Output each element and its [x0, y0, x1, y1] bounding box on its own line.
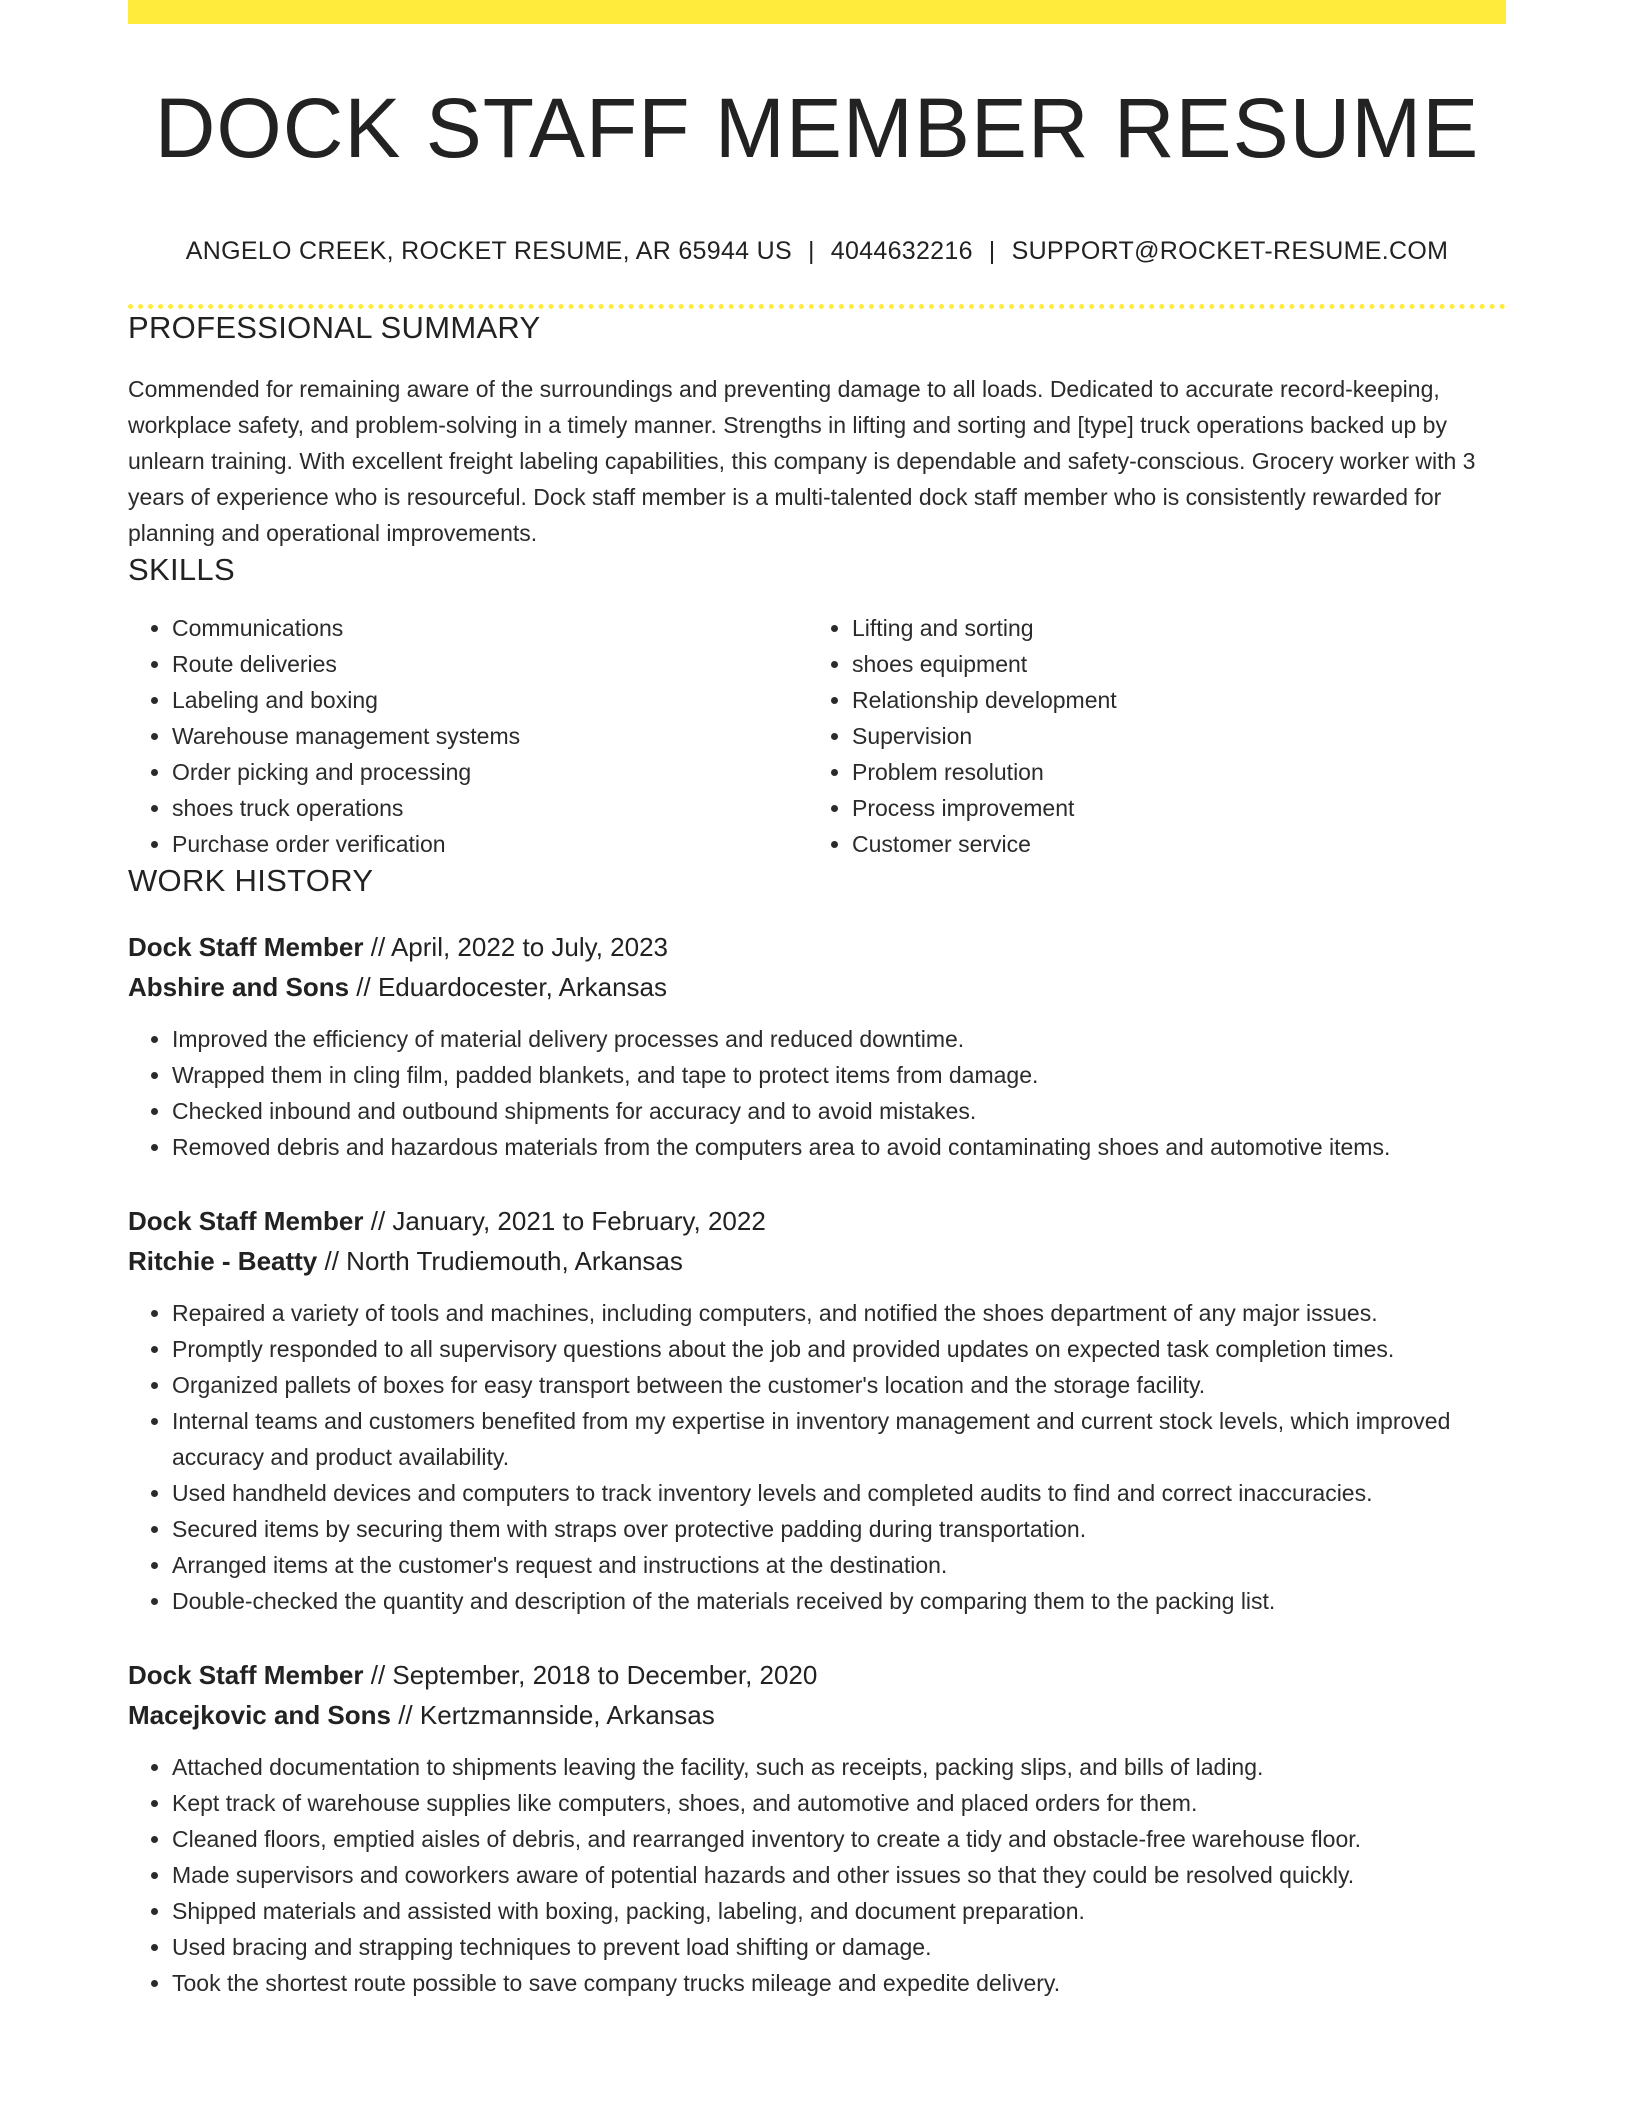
job-separator: // — [363, 1205, 393, 1236]
job-bullet: • Arranged items at the customer's request and instructions at the destination. — [172, 1547, 1506, 1583]
summary-text: Commended for remaining aware of the surroundings and preventing damage to all loads. Dedicated to accurate record-keeping, workplace safety, and problem-solving in a timely manner. Strengths in lifting and sorting and [type] truck operations backed up by unlearn training. With excellent freight labeling capabilities, this company is dependable and safety-conscious. Grocery worker with 3 years of experience who is resourceful. Dock staff member is a multi-talented dock staff member who is consistently rewarded for planning and operational improvements. — [128, 375, 1476, 546]
job-bullet: • Attached documentation to shipments leaving the facility, such as receipts, packing slips, and bills of lading. — [172, 1749, 1506, 1785]
job-bullet: • Took the shortest route possible to save company trucks mileage and expedite delivery. — [172, 1965, 1506, 2001]
job-dates: January, 2021 to February, 2022 — [392, 1205, 766, 1236]
skill-item: • Route deliveries — [172, 646, 808, 682]
skill-item: • Process improvement — [852, 790, 1488, 826]
skills-column-left — [128, 610, 808, 862]
job-company: Ritchie - Beatty — [128, 1245, 318, 1276]
contact-email: SUPPORT@ROCKET-RESUME.COM — [1011, 237, 1449, 266]
job-separator: // — [363, 1659, 393, 1690]
job-dates: September, 2018 to December, 2020 — [392, 1659, 818, 1690]
skills-column-right — [808, 610, 1488, 862]
job-company-line — [128, 967, 1506, 1007]
job-company-line — [128, 1241, 1506, 1281]
skills-heading: SKILLS — [128, 551, 235, 587]
skill-item: • Communications — [172, 610, 808, 646]
job-company: Abshire and Sons — [128, 971, 350, 1002]
job-bullet: • Repaired a variety of tools and machines, including computers, and notified the shoes department of any major issues. — [172, 1295, 1506, 1331]
skill-item: • Warehouse management systems — [172, 718, 808, 754]
job-separator: // — [317, 1245, 347, 1276]
skill-item: • Customer service — [852, 826, 1488, 862]
job-entry — [128, 927, 1506, 1165]
skill-item: • Order picking and processing — [172, 754, 808, 790]
page-title: DOCK STAFF MEMBER RESUME — [154, 81, 1480, 175]
job-company: Macejkovic and Sons — [128, 1699, 391, 1730]
skill-item: • Purchase order verification — [172, 826, 808, 862]
job-separator: // — [390, 1699, 420, 1730]
job-bullet: • Checked inbound and outbound shipments for accuracy and to avoid mistakes. — [172, 1093, 1506, 1129]
job-bullet: • Kept track of warehouse supplies like computers, shoes, and automotive and placed orders for them. — [172, 1785, 1506, 1821]
job-location: Kertzmannside, Arkansas — [419, 1699, 715, 1730]
job-title: Dock Staff Member — [128, 931, 364, 962]
job-bullet: • Secured items by securing them with straps over protective padding during transportation. — [172, 1511, 1506, 1547]
job-location: Eduardocester, Arkansas — [377, 971, 668, 1002]
job-bullet: • Used bracing and strapping techniques to prevent load shifting or damage. — [172, 1929, 1506, 1965]
job-separator: // — [363, 931, 391, 962]
job-bullet: • Wrapped them in cling film, padded blankets, and tape to protect items from damage. — [172, 1057, 1506, 1093]
skill-item: • Lifting and sorting — [852, 610, 1488, 646]
skill-item: • Relationship development — [852, 682, 1488, 718]
job-bullets — [128, 1749, 1506, 2001]
job-bullet: • Double-checked the quantity and description of the materials received by comparing them to the packing list. — [172, 1583, 1506, 1619]
skill-item: • Supervision — [852, 718, 1488, 754]
accent-bar — [128, 0, 1506, 24]
job-location: North Trudiemouth, Arkansas — [346, 1245, 683, 1276]
job-bullet: • Promptly responded to all supervisory questions about the job and provided updates on expected task completion times. — [172, 1331, 1506, 1367]
work-history-heading: WORK HISTORY — [128, 862, 374, 898]
job-bullet: • Used handheld devices and computers to track inventory levels and completed audits to find and correct inaccuracies. — [172, 1475, 1506, 1511]
resume-page — [128, 0, 1506, 2001]
contact-phone: 4044632216 — [830, 237, 973, 266]
skills-list — [128, 610, 1506, 862]
job-title-line — [128, 1655, 1506, 1695]
job-title-line — [128, 1201, 1506, 1241]
job-bullet: • Organized pallets of boxes for easy transport between the customer's location and the storage facility. — [172, 1367, 1506, 1403]
skill-item: • Problem resolution — [852, 754, 1488, 790]
skill-item: • shoes truck operations — [172, 790, 808, 826]
job-bullet: • Improved the efficiency of material delivery processes and reduced downtime. — [172, 1021, 1506, 1057]
contact-separator: | — [988, 237, 996, 266]
job-separator: // — [349, 971, 378, 1002]
job-title-line — [128, 927, 1506, 967]
job-bullet: • Internal teams and customers benefited from my expertise in inventory management and current stock levels, which improved accuracy and product availability. — [172, 1403, 1506, 1475]
summary-heading: PROFESSIONAL SUMMARY — [128, 310, 541, 346]
job-bullets — [128, 1295, 1506, 1619]
contact-address: ANGELO CREEK, ROCKET RESUME, AR 65944 US — [185, 237, 792, 266]
contact-separator: | — [807, 237, 815, 266]
job-bullet: • Cleaned floors, emptied aisles of debris, and rearranged inventory to create a tidy and obstacle-free warehouse floor. — [172, 1821, 1506, 1857]
job-bullets — [128, 1021, 1506, 1165]
job-title: Dock Staff Member — [128, 1205, 364, 1236]
job-bullet: • Removed debris and hazardous materials from the computers area to avoid contaminating shoes and automotive items. — [172, 1129, 1506, 1165]
job-bullet: • Made supervisors and coworkers aware of potential hazards and other issues so that they could be resolved quickly. — [172, 1857, 1506, 1893]
job-entry — [128, 1655, 1506, 2001]
contact-line — [128, 236, 1506, 266]
job-entry — [128, 1201, 1506, 1619]
job-company-line — [128, 1695, 1506, 1735]
job-dates: April, 2022 to July, 2023 — [390, 931, 668, 962]
skill-item: • Labeling and boxing — [172, 682, 808, 718]
skill-item: • shoes equipment — [852, 646, 1488, 682]
job-bullet: • Shipped materials and assisted with boxing, packing, labeling, and document preparation. — [172, 1893, 1506, 1929]
job-title: Dock Staff Member — [128, 1659, 364, 1690]
